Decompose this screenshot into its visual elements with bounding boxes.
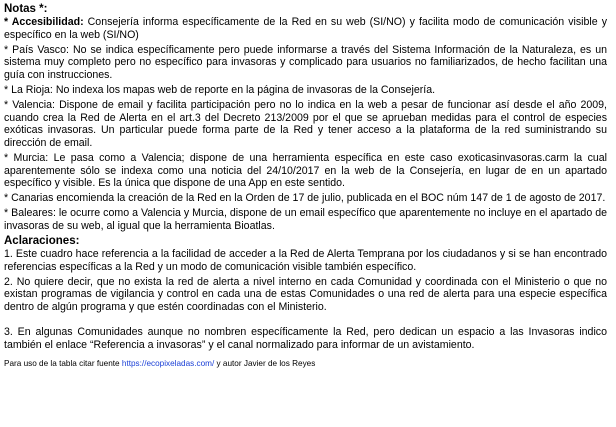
spacer	[3, 316, 607, 326]
note-accesibilidad-term: * Accesibilidad:	[4, 16, 84, 28]
citation-footer	[4, 359, 607, 369]
note-murcia: * Murcia: Le pasa como a Valencia; dispone de una herramienta específica en este caso exoticasinvasoras.carm la cual aparentemente sólo se indexa como una noticia del 24/10/2017 en la web de la Consejería, en lugar de en un apartado específico y visible. Es la única que dispone de una App en este sentido.	[4, 151, 607, 190]
note-accesibilidad-text: Consejería informa específicamente de la Red en su web (SI/NO) y facilita modo de comunicación visible y específico en la web (SI/NO)	[4, 16, 607, 41]
source-link[interactable]: https://ecopixeladas.com/	[121, 359, 215, 369]
note-baleares: * Baleares: le ocurre como a Valencia y Murcia, dispone de un email específico que aparentemente no incluye en el apartado de invasoras de su web, al igual que la herramienta Bioatlas.	[4, 207, 607, 232]
notes-heading: Notas *:	[4, 3, 48, 15]
aclaracion-2: 2. No quiere decir, que no exista la red de alerta a nivel interno en cada Comunidad y coordinada con el Ministerio o que no existan programas de vigilancia y control en cada una de estas Comunidades o una red de alerta para una especie específica dentro de algún programa y que estén coordinadas con el Ministerio.	[4, 275, 607, 313]
note-la-rioja: * La Rioja: No indexa los mapas web de reporte en la página de invasoras de la Consejería.	[4, 83, 436, 96]
aclaraciones-heading: Aclaraciones:	[4, 235, 80, 247]
aclaracion-3: 3. En algunas Comunidades aunque no nombren específicamente la Red, pero dedican un espacio a las Invasoras indico también el enlace “Referencia a invasoras” y el canal normalizado para informar de un avistamiento.	[4, 325, 607, 351]
aclaracion-1: 1. Este cuadro hace referencia a la facilidad de acceder a la Red de Alerta Temprana por los ciudadanos y si se han encontrado referencias específicas a la Red y un modo de comunicación visible también específico.	[4, 248, 607, 273]
citation-suffix: y autor Javier de los Reyes	[214, 359, 316, 369]
note-pais-vasco: * País Vasco: No se indica específicamente pero puede informarse a través del Sistema Información de la Naturaleza, es un sistema muy completo pero no específico para invasoras y complicado para usuarios no familiarizados, de hecho facilitan una guía con instrucciones.	[4, 43, 607, 81]
note-valencia: * Valencia: Dispone de email y facilita participación pero no lo indica en la web a pesar de funcionar así desde el año 2009, cuando crea la Red de Alerta en el art.3 del Decreto 213/2009 por el que se aprueban medidas para el control de especies exóticas invasoras. Un particular puede forma parte de la Red y tener acceso a la plataforma de la red suministrando su dirección de email.	[4, 99, 607, 149]
citation-prefix: Para uso de la tabla citar fuente	[4, 359, 122, 369]
note-canarias: * Canarias encomienda la creación de la Red en la Orden de 17 de julio, publicada en el BOC núm 147 de 1 de agosto de 2017.	[4, 192, 606, 205]
note-accesibilidad	[4, 16, 607, 41]
